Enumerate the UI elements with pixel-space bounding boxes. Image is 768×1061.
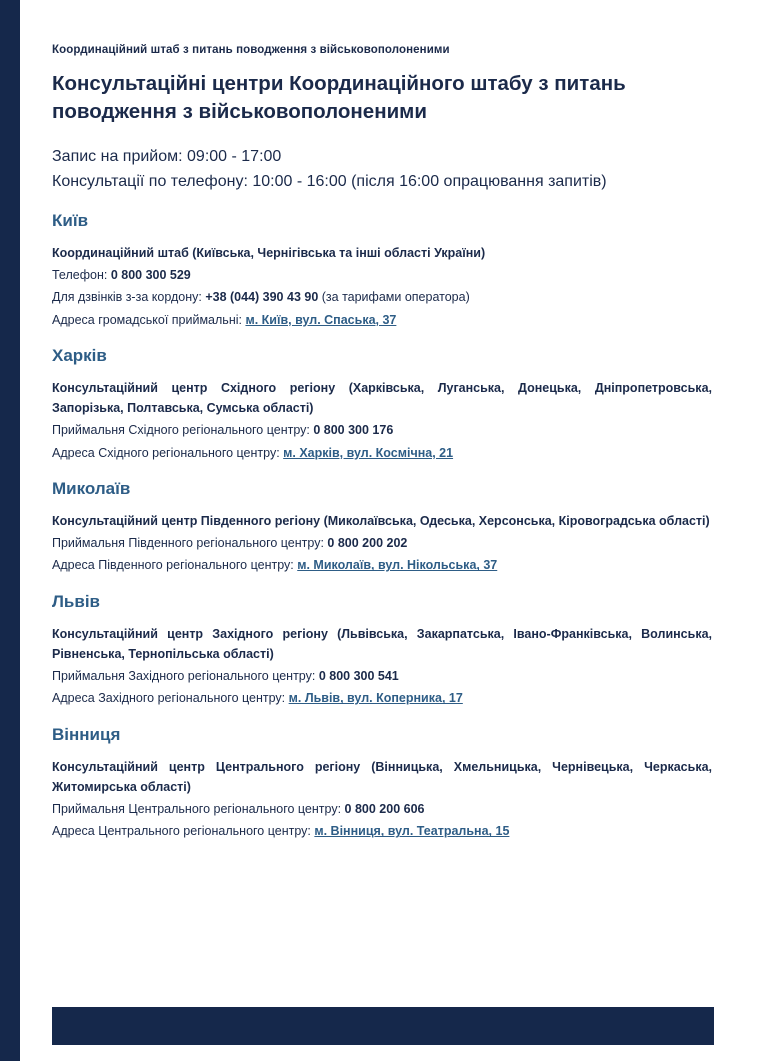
phone-line [52,666,720,686]
phone-number: 0 800 200 202 [327,536,408,551]
region-section [52,346,720,463]
organization-line: Координаційний штаб з питань поводження з військовополоненими [52,44,450,56]
line-label: Адреса Південного регіонального центру: [52,558,298,573]
center-name: Координаційний штаб (Київська, Чернігівська та інші області України) [52,245,486,260]
phone-line [52,799,720,819]
page-title: Консультаційні центри Координаційного штабу з питань поводження з військовополоненими [52,72,626,123]
center-name: Консультаційний центр Західного регіону (Львівська, Закарпатська, Івано-Франківська, Волинська, Рівненська, Тернопільська області) [52,626,712,661]
phone-number: +38 (044) 390 43 90 [205,290,319,305]
region-section [52,211,720,330]
city-heading: Харків [52,345,107,365]
address-link[interactable]: м. Харків, вул. Космічна, 21 [283,445,454,460]
sections-list [52,211,720,842]
phone-hours: Консультації по телефону: 10:00 - 16:00 (після 16:00 опрацювання запитів) [52,173,607,191]
phone-line [52,533,720,553]
address-link[interactable]: м. Вінниця, вул. Театральна, 15 [314,824,510,839]
address-line [52,688,720,708]
phone-number: 0 800 200 606 [344,802,425,817]
center-name: Консультаційний центр Центрального регіону (Вінницька, Хмельницька, Чернівецька, Черкаська, Житомирська області) [52,759,712,794]
appointment-hours: Запис на прийом: 09:00 - 17:00 [52,148,282,166]
center-name: Консультаційний центр Східного регіону (Харківська, Луганська, Донецька, Дніпропетровська, Запорізька, Полтавська, Сумська області) [52,380,712,416]
city-heading: Вінниця [52,724,121,744]
address-link[interactable]: м. Львів, вул. Коперника, 17 [288,691,463,706]
line-label: Адреса Центрального регіонального центру: [52,824,315,839]
address-line [52,310,720,330]
address-line [52,821,720,841]
line-label: Приймальня Центрального регіонального центру: [52,802,345,817]
city-heading: Київ [52,210,89,230]
region-section [52,725,720,842]
phone-number: 0 800 300 529 [110,268,191,283]
working-hours [52,145,720,195]
phone-number: 0 800 300 541 [318,669,399,684]
phone-number: 0 800 300 176 [313,423,394,438]
line-label: Адреса громадської приймальні: [52,312,246,327]
line-label: Приймальня Східного регіонального центру: [52,423,314,438]
bottom-accent-bar [52,1007,714,1045]
line-label: Адреса Західного регіонального центру: [52,691,289,706]
address-link[interactable]: м. Миколаїв, вул. Нікольська, 37 [297,558,498,573]
phone-line [52,287,720,307]
document-content [52,44,720,846]
line-label: Приймальня Західного регіонального центру: [52,669,319,684]
left-accent-bar [0,0,20,1061]
center-name: Консультаційний центр Південного регіону (Миколаївська, Одеська, Херсонська, Кіровоградська області) [52,513,710,528]
address-link[interactable]: м. Київ, вул. Спаська, 37 [245,312,397,327]
phone-line [52,420,720,440]
line-label: Адреса Східного регіонального центру: [52,445,284,460]
line-label: Телефон: [52,268,111,283]
region-section [52,479,720,576]
address-line [52,555,720,575]
line-label: Приймальня Південного регіонального центру: [52,536,328,551]
phone-line [52,265,720,285]
city-heading: Миколаїв [52,478,131,498]
city-heading: Львів [52,591,101,611]
line-suffix: (за тарифами оператора) [318,290,470,305]
line-label: Для дзвінків з-за кордону: [52,290,206,305]
region-section [52,592,720,709]
address-line [52,443,720,463]
